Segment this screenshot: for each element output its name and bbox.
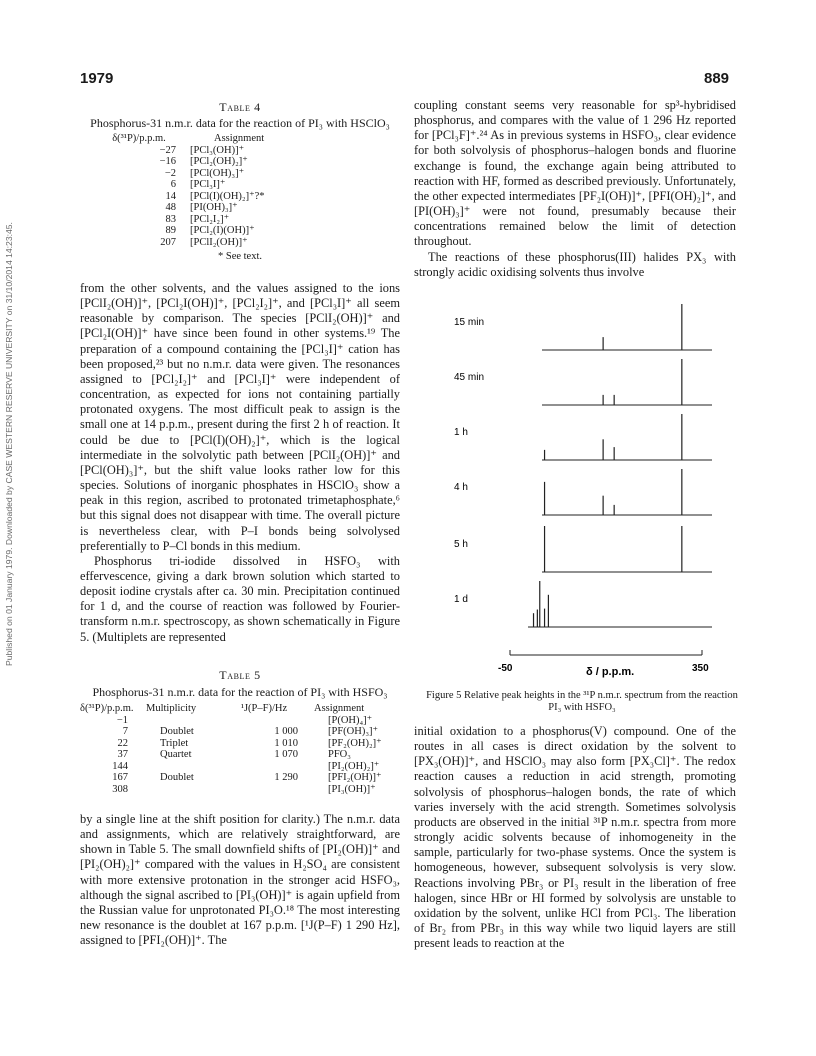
table-4-col-assign: Assignment [214, 133, 265, 144]
table-5-j-cell: 1 290 [274, 772, 298, 783]
table-5-row [80, 738, 400, 750]
table-5-shift-cell: 144 [112, 760, 128, 772]
right-paragraph-2: The reactions of these phosphorus(III) halides PX₃ with strongly acidic oxidising solvents thus involve [414, 249, 736, 279]
table-4-shift-cell: −16 [159, 156, 176, 167]
table-4-header-row [80, 133, 400, 145]
download-watermark-text: Published on 01 January 1979. Downloaded by CASE WESTERN RESERVE UNIVERSITY on 31/10/2014 14:23:45. [4, 222, 14, 666]
table-4-assign-cell: [PCl₃(OH)]⁺ [190, 144, 245, 156]
table-5-title: Table 5 [219, 668, 261, 682]
table-4-shift-cell: 48 [165, 202, 176, 213]
table-5-shift-cell: −1 [116, 714, 128, 726]
table-4-shift-cell: 89 [165, 225, 176, 236]
spectrum-time-label: 1 h [454, 427, 468, 438]
table-4-row [80, 214, 400, 226]
spectrum-time-label: 4 h [454, 482, 468, 493]
table-4-shift-cell: 14 [165, 190, 176, 202]
table-4-assign-cell: [PCl₂(OH)₂]⁺ [190, 156, 248, 167]
x-axis-min-label: -50 [498, 663, 513, 674]
table-4-assign-cell: [PClI₂(OH)]⁺ [190, 236, 248, 248]
table-4 [80, 100, 400, 264]
table-5-col-shift: δ(³¹P)/p.p.m. [80, 703, 134, 714]
table-5-assign-cell: [PF₂(OH)₂]⁺ [328, 737, 382, 749]
table-4-body [80, 133, 400, 248]
spectrum-time-label: 45 min [454, 372, 485, 383]
table-5-row [80, 749, 400, 761]
table-5-assign-cell: PFO₃ [328, 749, 351, 760]
right-paragraph-3: initial oxidation to a phosphorus(V) compound. One of the routes in all cases is direct oxidation by the solvent to [PX₃(OH)]⁺, and HSClO₃ may also form [PX₃Cl]⁺. The redox reaction causes a reduction in acid strength, promoting solvolysis of phosphorus–halogen bonds, the rate of which varies inversely with the acid strength. Sometimes solvolysis products are observed in the initial ³¹P n.m.r. spectra from more strongly acidic solvents because of inhomogeneity in the sample, particularly for two-phase systems. Once the system is homogeneous, however, subsequent solvolysis is very slow. Reactions involving PBr₃ or PI₃ result in the liberation of free halogen, since HBr or HI formed by solvolysis are unstable to oxidation by the solvent, unlike HCl from PCl₃. The liberation of Br₂ from PBr₃ in this way while two liquid layers are still present leads to reaction at the [414, 724, 736, 951]
table-5-body [80, 703, 400, 795]
table-4-row [80, 237, 400, 249]
table-4-assign-cell: [PCl₂(I)(OH)]⁺ [190, 225, 255, 236]
table-5 [80, 668, 400, 795]
table-5-mult-cell: Triplet [160, 737, 189, 749]
table-4-shift-cell: 207 [160, 236, 176, 248]
table-5-j-cell [224, 761, 298, 773]
table-5-j-cell [224, 715, 298, 727]
table-5-shift-cell: 37 [117, 749, 128, 760]
table-5-row [80, 772, 400, 784]
table-4-shift-cell: 6 [170, 179, 176, 190]
table-5-row [80, 761, 400, 773]
table-5-shift-cell: 167 [112, 772, 128, 783]
table-5-col-j: ¹J(P–F)/Hz [240, 703, 288, 714]
table-5-mult-cell: Doublet [160, 726, 194, 737]
table-5-header-row [80, 703, 400, 715]
header-year: 1979 [80, 70, 114, 87]
table-5-row [80, 715, 400, 727]
table-4-row [80, 145, 400, 157]
left-column-text-2 [80, 812, 400, 948]
table-5-shift-cell: 308 [112, 783, 128, 795]
table-5-j-cell: 1 000 [274, 726, 298, 737]
table-5-assign-cell: [PI₃(OH)]⁺ [328, 783, 376, 795]
table-4-assign-cell: [PCl(I)(OH)₂]⁺?* [190, 190, 265, 202]
table-5-j-cell: 1 070 [274, 749, 298, 760]
table-4-shift-cell: −27 [159, 144, 176, 156]
table-4-caption: Phosphorus-31 n.m.r. data for the reaction of PI₃ with HSClO₃ [90, 116, 390, 130]
figure-5-caption: Figure 5 Relative peak heights in the ³¹P n.m.r. spectrum from the reaction PI₃ with HSFO₃ [426, 690, 738, 713]
table-4-row [80, 225, 400, 237]
left-paragraph-3: by a single line at the shift position for clarity.) The n.m.r. data and assignments, which are relatively straightforward, are shown in Table 5. The small downfield shifts of [PI₂(OH)]⁺ and [PI₂(OH)₂]⁺ compared with the values in H₂SO₄ are consistent with more extensive protonation in the stronger acid HSFO₃, although the signal ascribed to [PI₃(OH)]⁺ is again upfield from the Russian value for unprotonated PI₃O.¹⁸ The most interesting new resonance is the doublet at 167 p.p.m. [¹J(P–F) 1 290 Hz], assigned to [PFI₂(OH)]⁺. The [80, 812, 400, 948]
table-4-shift-cell: 83 [165, 213, 176, 225]
table-4-row [80, 179, 400, 191]
table-5-assign-cell: [PI₂(OH)₂]⁺ [328, 760, 380, 772]
table-5-mult-cell [128, 784, 224, 796]
table-4-row [80, 191, 400, 203]
right-column-text [414, 98, 736, 280]
left-paragraph-1: from the other solvents, and the values assigned to the ions [PClI₂(OH)]⁺, [PCl₂I(OH)]⁺, [PCl₂I₂]⁺, and [PCl₃I]⁺ all seem reasonable by comparison. The species [PClI₂(OH)]⁺ and [PCl₂I(OH)]⁺ have since been found in other systems.¹⁹ The preparation of a compound containing the [PCl₃I]⁺ cation has been proposed,²³ but no n.m.r. data were given. The resonances assigned to [PCl₂I₂]⁺ and [PCl₃I]⁺ were independent of concentration, as expected for ions not containing partially protonated oxygens. The most difficult peak to assign is the small one at 14 p.p.m., present during the first 2 h of reaction. It could be due to [PCl(I)(OH)₂]⁺, which is the logical intermediate in the solvolytic path between [PClI₂(OH)]⁺ and [PCl(OH)₃]⁺, but the shift value looks rather low for this species. Solutions of inorganic phosphates in HSClO₃ show a peak in this region, ascribed to protonated trimetaphosphate,⁶ but this signal does not disappear with time. The overall picture is nevertheless clear, with P–I bonds being solvolysed preferentially to P–Cl bonds in this medium. [80, 281, 400, 553]
right-column-text-2 [414, 724, 736, 951]
x-axis-max-label: 350 [692, 663, 709, 674]
table-4-note: * See text. [217, 251, 263, 262]
download-watermark [4, 6, 18, 666]
table-5-row [80, 784, 400, 796]
table-4-shift-cell: −2 [164, 167, 176, 179]
spectrum-time-label: 1 d [454, 594, 468, 605]
table-4-row [80, 168, 400, 180]
table-4-assign-cell: [PI(OH)₃]⁺ [190, 202, 238, 213]
table-4-assign-cell: [PCl(OH)₃]⁺ [190, 167, 245, 179]
table-5-caption: Phosphorus-31 n.m.r. data for the reaction of PI₃ with HSFO₃ [92, 685, 388, 699]
table-5-mult-cell: Doublet [160, 772, 194, 783]
table-5-j-cell: 1 010 [274, 737, 298, 749]
table-5-col-assign: Assignment [314, 703, 365, 714]
table-4-title: Table 4 [219, 100, 261, 114]
table-5-j-cell [224, 784, 298, 796]
table-5-mult-cell [128, 761, 224, 773]
spectrum-time-label: 5 h [454, 539, 468, 550]
header-page-number: 889 [704, 70, 730, 87]
left-column-text [80, 281, 400, 645]
spectrum-time-label: 15 min [454, 317, 485, 328]
table-5-assign-cell: [P(OH)₄]⁺ [328, 714, 373, 726]
table-5-row [80, 726, 400, 738]
table-5-col-mult: Multiplicity [146, 703, 197, 714]
table-4-assign-cell: [PCl₃I]⁺ [190, 179, 226, 190]
table-5-mult-cell: Quartet [160, 749, 192, 760]
table-5-shift-cell: 22 [117, 737, 128, 749]
table-5-mult-cell [128, 715, 224, 727]
right-paragraph-1: coupling constant seems very reasonable for sp³-hybridised phosphorus, and compares with the value of 1 296 Hz reported for [PCl₃F]⁺.²⁴ As in previous systems in HSFO₃, clear evidence for both solvolysis of phosphorus–halogen bonds and fluorine exchange is found, the exchange again being attributed to reaction with HF, formed as described previously. Unfortunately, the other expected intermediates [PF₂I(OH)]⁺, [PFI(OH)₂]⁺, and [PI(OH)₃]⁺ were not found, presumably because their concentrations remained below the limit of detection throughout. [414, 98, 736, 249]
x-axis-title: δ / p.p.m. [586, 666, 635, 678]
left-paragraph-2: Phosphorus tri-iodide dissolved in HSFO₃ with effervescence, giving a dark brown solution which started to deposit iodine crystals after ca. 30 min. Precipitation continued for 1 d, and the course of reaction was followed by Fourier-transform n.m.r. spectroscopy, as shown schematically in Figure 5. (Multiplets are represented [80, 553, 400, 644]
table-4-row [80, 156, 400, 168]
table-5-assign-cell: [PFI₂(OH)]⁺ [328, 772, 382, 783]
table-4-row [80, 202, 400, 214]
figure-5-spectra [440, 300, 740, 680]
table-5-shift-cell: 7 [122, 726, 128, 737]
table-4-assign-cell: [PCl₂I₂]⁺ [190, 213, 230, 225]
table-4-col-shift: δ(³¹P)/p.p.m. [112, 133, 166, 144]
table-5-assign-cell: [PF(OH)₃]⁺ [328, 726, 379, 737]
